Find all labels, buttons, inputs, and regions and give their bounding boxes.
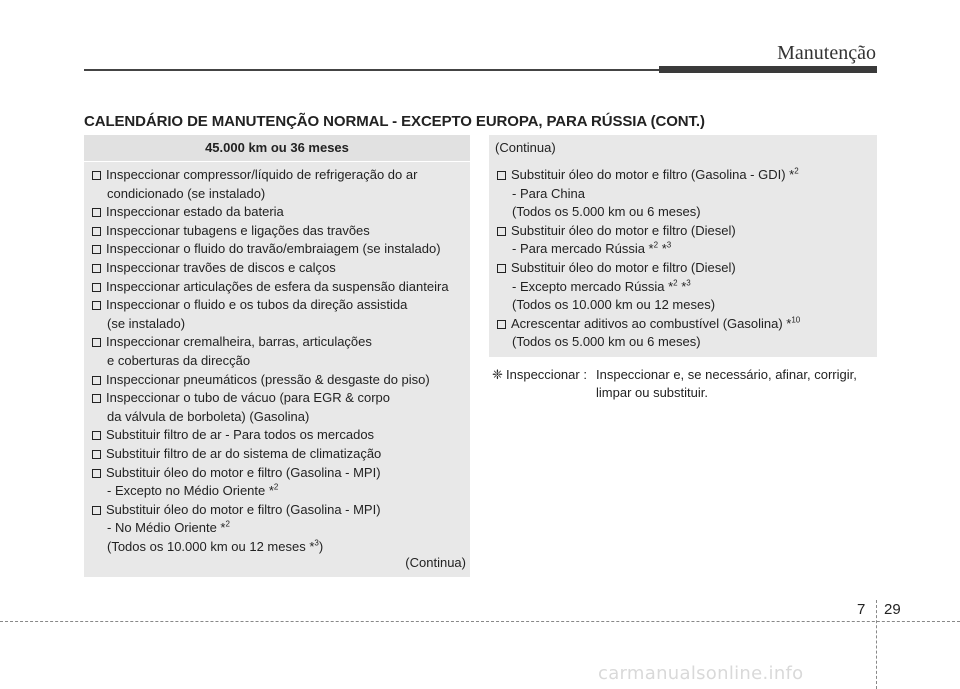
- list-item: Inspeccionar pneumáticos (pressão & desgaste do piso): [90, 371, 470, 390]
- list-item: Inspeccionar estado da bateria: [90, 203, 470, 222]
- checkbox-icon: [92, 506, 101, 515]
- list-item: Acrescentar aditivos ao combustível (Gasolina) *$^{10}$ (Todos os 5.000 km ou 6 meses): [495, 315, 877, 352]
- watermark: carmanualsonline.info: [598, 663, 804, 684]
- list-item: Substituir filtro de ar - Para todos os mercados: [90, 426, 470, 445]
- left-checklist: [84, 162, 470, 556]
- checkbox-icon: [92, 469, 101, 478]
- list-item: Substituir óleo do motor e filtro (Gasolina - MPI) - No Médio Oriente *$^2$ (Todos os 10.000 km ou 12 meses *$^3$): [90, 501, 470, 557]
- checkbox-icon: [92, 245, 101, 254]
- legend-definition-cont: limpar ou substituir.: [596, 385, 708, 400]
- header-rule-thick: [659, 66, 877, 73]
- legend-definition: Inspeccionar e, se necessário, afinar, corrigir,: [596, 367, 857, 382]
- checkbox-icon: [92, 431, 101, 440]
- checkbox-icon: [92, 264, 101, 273]
- continua-label: (Continua): [495, 140, 556, 155]
- page-number: 29: [884, 601, 901, 618]
- chapter-number: 7: [857, 601, 866, 618]
- column-header: 45.000 km ou 36 meses: [84, 135, 470, 162]
- left-panel: [84, 135, 470, 577]
- header-rule-thin: [84, 69, 659, 71]
- checkbox-icon: [92, 394, 101, 403]
- footer-vertical-rule: [876, 600, 877, 689]
- list-item: Substituir filtro de ar do sistema de climatização: [90, 445, 470, 464]
- checkbox-icon: [497, 227, 506, 236]
- legend: [492, 366, 880, 402]
- right-checklist: [489, 160, 877, 352]
- list-item: Inspeccionar o fluido do travão/embraiagem (se instalado): [90, 240, 470, 259]
- checkbox-icon: [92, 450, 101, 459]
- header-title: Manutenção: [777, 42, 876, 64]
- list-item: Substituir óleo do motor e filtro (Diesel) - Para mercado Rússia *$^2$ *$^3$: [495, 222, 877, 259]
- checkbox-icon: [92, 301, 101, 310]
- continua-label: (Continua): [405, 555, 466, 570]
- legend-symbol-icon: ❈: [492, 367, 503, 382]
- list-item: Substituir óleo do motor e filtro (Gasolina - MPI) - Excepto no Médio Oriente *$^2$: [90, 464, 470, 501]
- checkbox-icon: [92, 338, 101, 347]
- list-item: Inspeccionar tubagens e ligações das travões: [90, 222, 470, 241]
- list-item: Inspeccionar articulações de esfera da suspensão dianteira: [90, 278, 470, 297]
- checkbox-icon: [92, 283, 101, 292]
- footer-dashed-rule: [0, 621, 960, 622]
- section-title: CALENDÁRIO DE MANUTENÇÃO NORMAL - EXCEPTO EUROPA, PARA RÚSSIA (CONT.): [84, 113, 705, 130]
- checkbox-icon: [92, 171, 101, 180]
- checkbox-icon: [92, 208, 101, 217]
- list-item: Substituir óleo do motor e filtro (Gasolina - GDI) *$^2$ - Para China (Todos os 5.000 km ou 6 meses): [495, 166, 877, 222]
- list-item: Inspeccionar travões de discos e calços: [90, 259, 470, 278]
- right-panel: [489, 135, 877, 357]
- checkbox-icon: [497, 320, 506, 329]
- list-item: Inspeccionar compressor/líquido de refrigeração do ar condicionado (se instalado): [90, 166, 470, 203]
- list-item: Inspeccionar cremalheira, barras, articulações e coberturas da direcção: [90, 333, 470, 370]
- checkbox-icon: [497, 264, 506, 273]
- checkbox-icon: [92, 376, 101, 385]
- list-item: Inspeccionar o fluido e os tubos da direção assistida (se instalado): [90, 296, 470, 333]
- checkbox-icon: [92, 227, 101, 236]
- legend-term: Inspeccionar :: [506, 367, 587, 382]
- checkbox-icon: [497, 171, 506, 180]
- list-item: Substituir óleo do motor e filtro (Diesel) - Excepto mercado Rússia *$^2$ *$^3$ (Todos os 10.000 km ou 12 meses): [495, 259, 877, 315]
- list-item: Inspeccionar o tubo de vácuo (para EGR & corpo da válvula de borboleta) (Gasolina): [90, 389, 470, 426]
